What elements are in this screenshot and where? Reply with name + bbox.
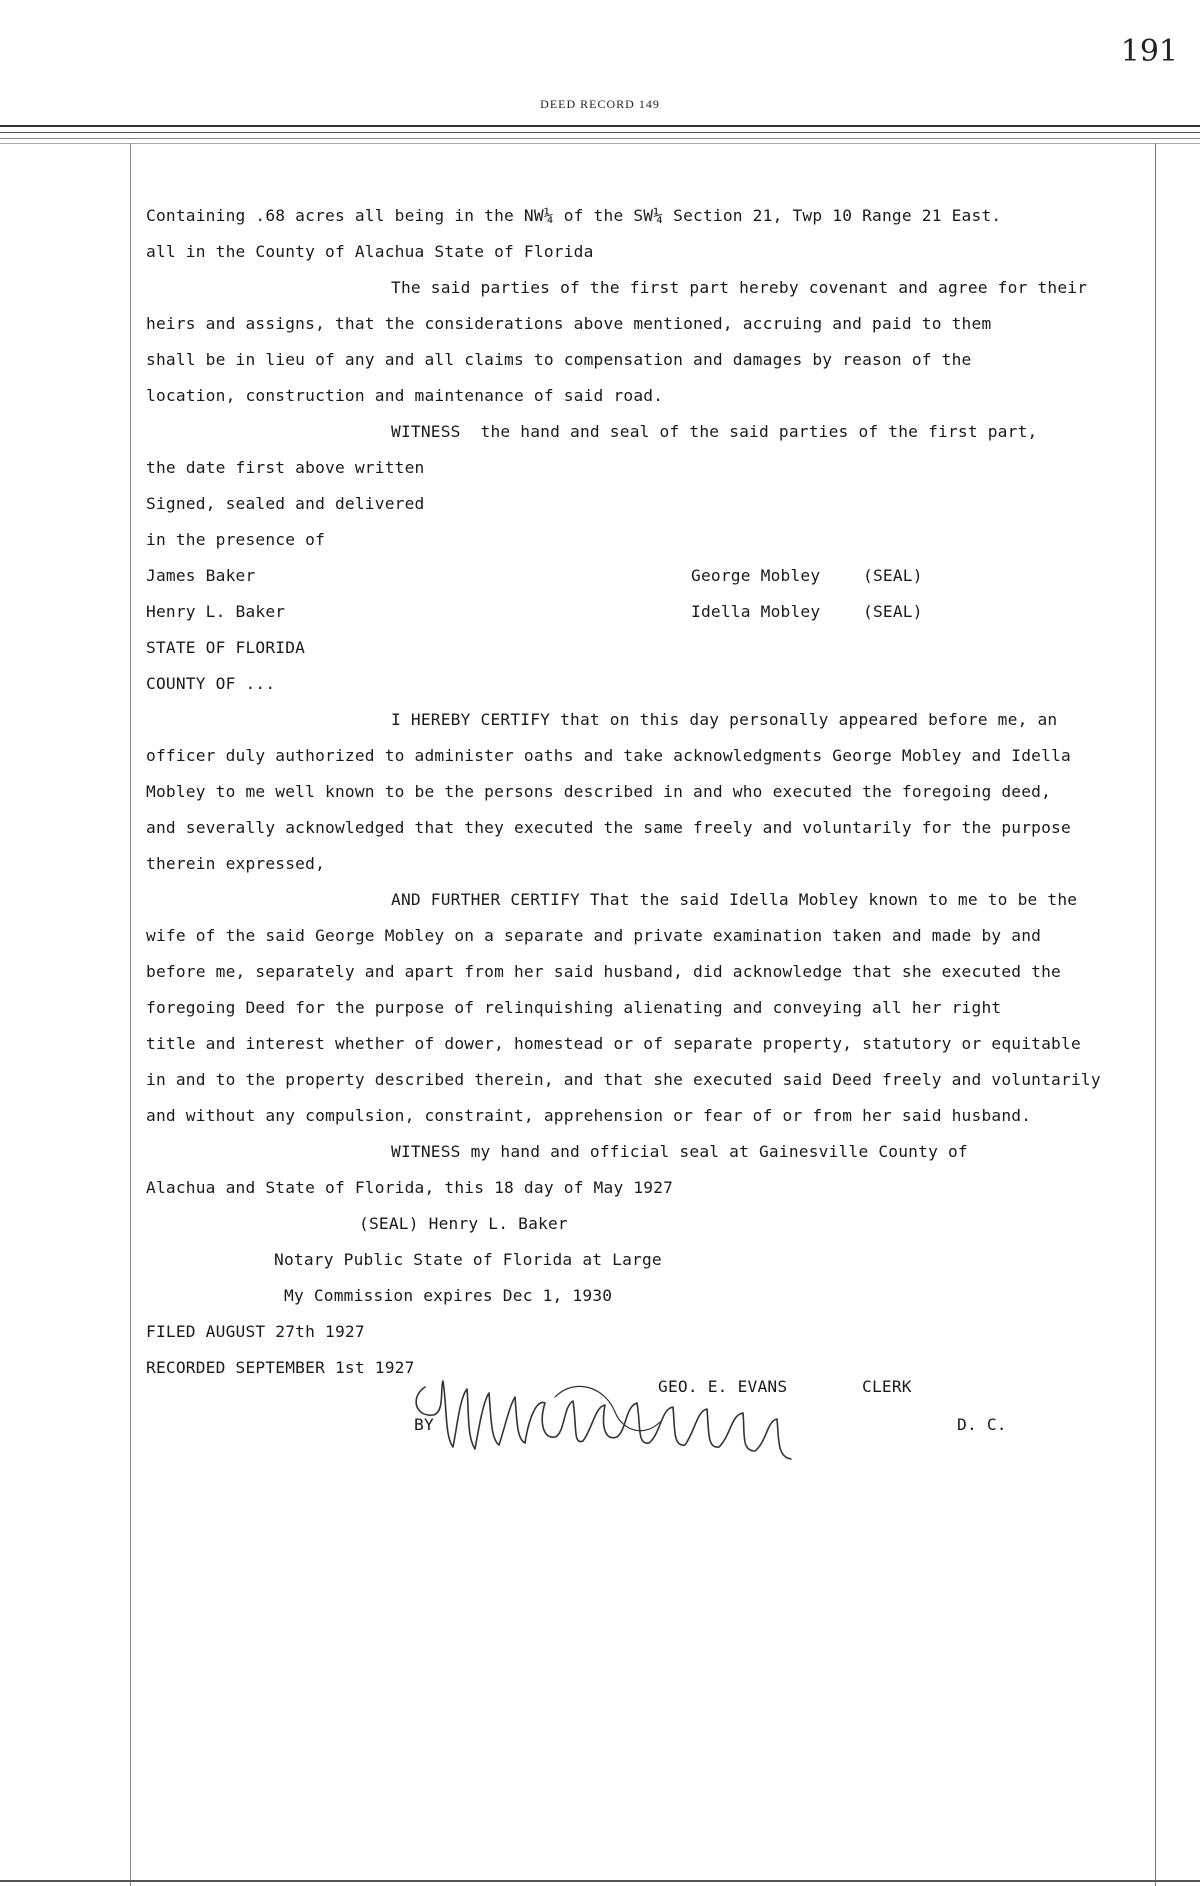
notary-seal-line: (SEAL) Henry L. Baker <box>359 1214 568 1233</box>
signature-row <box>146 594 1176 630</box>
notary-witness-line: Alachua and State of Florida, this 18 day of May 1927 <box>146 1178 674 1197</box>
notary-witness-line: WITNESS my hand and official seal at Gainesville County of <box>391 1142 968 1161</box>
seal-mark: (SEAL) <box>863 566 923 585</box>
notary-commission: My Commission expires Dec 1, 1930 <box>284 1286 613 1305</box>
record-header: DEED RECORD 149 <box>540 97 660 111</box>
by-label: BY <box>414 1415 434 1434</box>
header-rule <box>0 125 1200 127</box>
left-margin-line <box>130 143 131 1886</box>
deed-line: location, construction and maintenance of said road. <box>146 386 664 405</box>
ack-line: in and to the property described therein, and that she executed said Deed freely and voluntarily <box>146 1070 1101 1089</box>
deed-line: the date first above written <box>146 458 425 477</box>
signature-row <box>146 558 1176 594</box>
header-rule <box>0 143 1200 144</box>
deed-line: Containing .68 acres all being in the NW¼ of the SW¼ Section 21, Twp 10 Range 21 East. <box>146 206 1002 225</box>
header-rule <box>0 132 1200 133</box>
deed-line: in the presence of <box>146 530 326 549</box>
page-number: 191 <box>1120 34 1178 69</box>
ack-line: therein expressed, <box>146 854 326 873</box>
header-rule <box>0 138 1200 139</box>
witness-name: James Baker <box>146 566 256 585</box>
ack-line: before me, separately and apart from her said husband, did acknowledge that she executed the <box>146 962 1062 981</box>
ack-line: title and interest whether of dower, homestead or of separate property, statutory or equitable <box>146 1034 1081 1053</box>
ack-line: and without any compulsion, constraint, apprehension or fear of or from her said husband. <box>146 1106 1032 1125</box>
deed-body <box>146 198 1176 1386</box>
ack-line: AND FURTHER CERTIFY That the said Idella Mobley known to me to be the <box>391 890 1078 909</box>
grantor-name: George Mobley <box>691 566 821 585</box>
deed-line: shall be in lieu of any and all claims to compensation and damages by reason of the <box>146 350 972 369</box>
deed-line: heirs and assigns, that the considerations above mentioned, accruing and paid to them <box>146 314 992 333</box>
deed-line: all in the County of Alachua State of Florida <box>146 242 594 261</box>
ack-line: Mobley to me well known to be the persons described in and who executed the foregoing deed, <box>146 782 1052 801</box>
filed-date: FILED AUGUST 27th 1927 <box>146 1322 365 1341</box>
grantor-name: Idella Mobley <box>691 602 821 621</box>
deed-line: Signed, sealed and delivered <box>146 494 425 513</box>
notary-title: Notary Public State of Florida at Large <box>274 1250 662 1269</box>
ack-line: officer duly authorized to administer oaths and take acknowledgments George Mobley and Idella <box>146 746 1071 765</box>
witness-name: Henry L. Baker <box>146 602 286 621</box>
clerk-block <box>0 1377 1200 1467</box>
state-line: STATE OF FLORIDA <box>146 638 306 657</box>
seal-mark: (SEAL) <box>863 602 923 621</box>
ack-line: wife of the said George Mobley on a separate and private examination taken and made by and <box>146 926 1042 945</box>
deputy-clerk-label: D. C. <box>957 1415 1007 1434</box>
clerk-name: GEO. E. EVANS <box>658 1377 788 1396</box>
footer-rule <box>0 1880 1200 1882</box>
ack-line: I HEREBY CERTIFY that on this day personally appeared before me, an <box>391 710 1058 729</box>
ack-line: and severally acknowledged that they executed the same freely and voluntarily for the purpose <box>146 818 1071 837</box>
county-line: COUNTY OF ... <box>146 674 276 693</box>
witness-clause: WITNESS the hand and seal of the said parties of the first part, <box>391 422 1038 441</box>
deed-line: The said parties of the first part hereby covenant and agree for their <box>391 278 1088 297</box>
clerk-title: CLERK <box>862 1377 912 1396</box>
recorded-date: RECORDED SEPTEMBER 1st 1927 <box>146 1358 415 1377</box>
ack-line: foregoing Deed for the purpose of relinquishing alienating and conveying all her right <box>146 998 1002 1017</box>
